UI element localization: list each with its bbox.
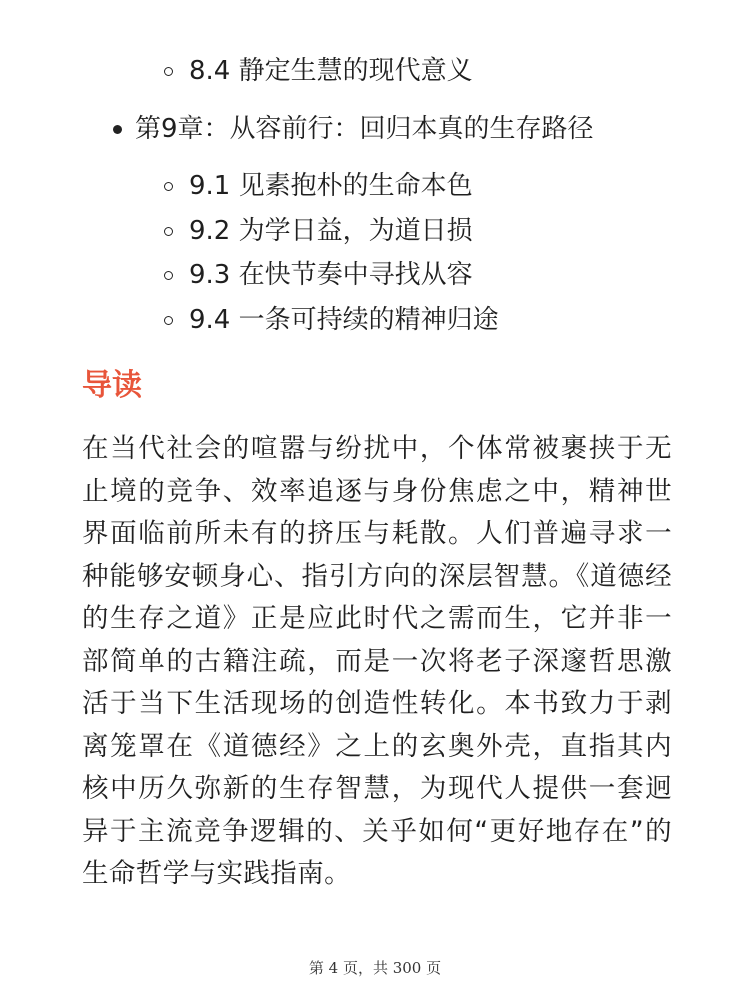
toc-item-label: 9.3 在快节奏中寻找从容	[189, 260, 473, 290]
intro-paragraph: 在当代社会的喧嚣与纷扰中，个体常被裹挟于无止境的竞争、效率追逐与身份焦虑之中，精神世界面临前所未有的挤压与耗散。人们普遍寻求一种能够安顿身心、指引方向的深层智慧。《道德经的生存之道》正是应此时代之需而生，它并非一部简单的古籍注疏，而是一次将老子深邃哲思激活于当下生活现场的创造性转化。本书致力于剥离笼罩在《道德经》之上的玄奥外壳，直指其内核中历久弥新的生存智慧，为现代人提供一套迥异于主流竞争逻辑的、关乎如何“更好地存在”的生命哲学与实践指南。	[82, 433, 672, 889]
hollow-bullet-icon	[164, 182, 173, 191]
toc-item-label: 9.4 一条可持续的精神归途	[189, 305, 499, 335]
filled-bullet-icon	[113, 125, 122, 134]
hollow-bullet-icon	[164, 316, 173, 325]
section-heading: 导读	[82, 368, 142, 403]
hollow-bullet-icon	[164, 67, 173, 76]
toc-item-label: 8.4 静定生慧的现代意义	[189, 56, 473, 86]
toc-item-label: 9.2 为学日益，为道日损	[189, 216, 473, 246]
toc-chapter-label: 第9章：从容前行：回归本真的生存路径	[135, 114, 594, 144]
hollow-bullet-icon	[164, 271, 173, 280]
toc-item-label: 9.1 见素抱朴的生命本色	[189, 171, 473, 201]
hollow-bullet-icon	[164, 227, 173, 236]
page-number: 第 4 页，共 300 页	[308, 959, 442, 977]
